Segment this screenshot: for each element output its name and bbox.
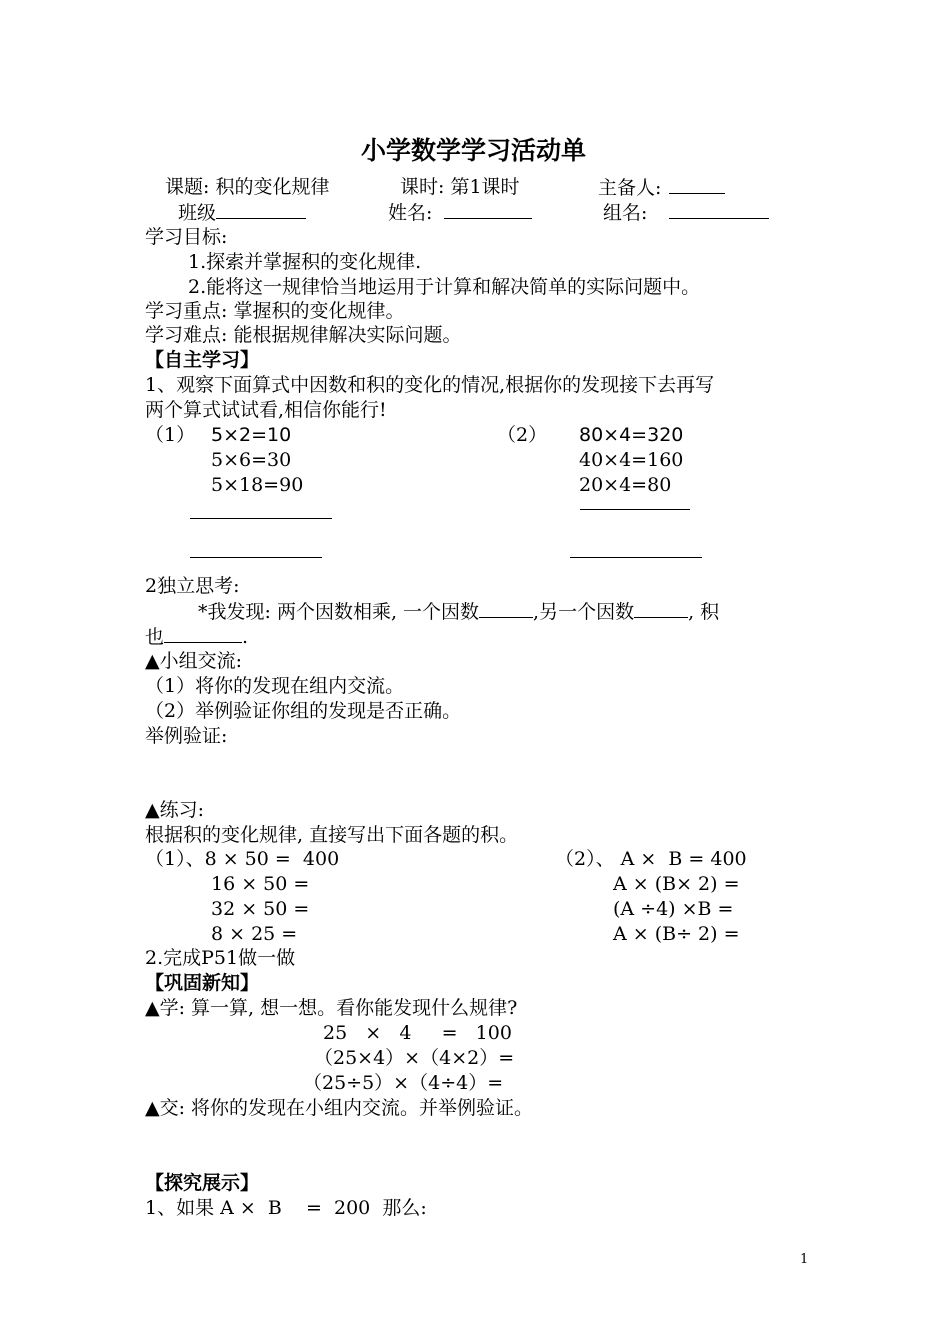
- class-blank[interactable]: [216, 200, 306, 219]
- practice-right: （2）、 A × B = 400: [555, 848, 747, 870]
- answer-line[interactable]: [190, 557, 322, 558]
- think-text: *我发现: 两个因数相乘, 一个因数: [198, 601, 480, 623]
- answer-line[interactable]: [570, 557, 702, 558]
- goal-item: 2.能将这一规律恰当地运用于计算和解决简单的实际问题中。: [188, 276, 701, 298]
- consolidate-equation: （25÷5）×（4÷4）=: [303, 1072, 504, 1094]
- think-text: 也: [145, 626, 165, 648]
- practice-right: (A ÷4) ×B =: [613, 898, 734, 920]
- verify-label: 举例验证:: [145, 725, 228, 747]
- think-blank[interactable]: [479, 599, 533, 618]
- period-label: 课时: 第1课时: [400, 176, 520, 198]
- difficulty-text: 学习难点: 能根据规律解决实际问题。: [145, 324, 462, 346]
- class-text: 班级: [178, 202, 217, 224]
- page-title: 小学数学学习活动单: [361, 136, 587, 165]
- practice-left: 32 × 50 =: [211, 898, 310, 920]
- group-blank[interactable]: [669, 200, 769, 219]
- think-line: [145, 624, 248, 650]
- consolidate-equation: 25 × 4 = 100: [323, 1022, 512, 1044]
- group-item: （1）将你的发现在组内交流。: [145, 675, 405, 697]
- q1-text: 两个算式试试看,相信你能行!: [145, 399, 387, 421]
- practice-left: （1）、8 × 50 = 400: [145, 848, 340, 870]
- answer-line[interactable]: [580, 509, 690, 510]
- explore-heading: 【探究展示】: [145, 1172, 260, 1194]
- group2-equation: 20×4=80: [579, 474, 672, 496]
- practice-instruction: 根据积的变化规律, 直接写出下面各题的积。: [145, 824, 519, 846]
- p51-text: 2.完成P51做一做: [145, 947, 296, 969]
- group1-equation: 5×2=10: [211, 424, 292, 446]
- think-line: [198, 599, 719, 625]
- name-blank[interactable]: [444, 200, 532, 219]
- explore-question: 1、如果 A × B = 200 那么:: [145, 1197, 427, 1219]
- consolidate-equation: （25×4）×（4×2）=: [314, 1047, 515, 1069]
- self-study-heading: 【自主学习】: [145, 349, 260, 371]
- learn-text: ▲学: 算一算, 想一想。看你能发现什么规律?: [145, 997, 518, 1019]
- think-text: ,另一个因数: [533, 601, 635, 623]
- group-exchange-heading: ▲小组交流:: [145, 650, 243, 672]
- group-label: [603, 200, 769, 226]
- think-heading: 2独立思考:: [145, 575, 240, 597]
- think-text: .: [242, 626, 249, 648]
- think-text: , 积: [688, 601, 720, 623]
- group2-label: （2）: [497, 424, 548, 446]
- think-blank[interactable]: [164, 624, 242, 643]
- class-label: [178, 200, 306, 226]
- answer-line[interactable]: [190, 518, 332, 519]
- preparer-label: [598, 175, 725, 201]
- focus-text: 学习重点: 掌握积的变化规律。: [145, 300, 405, 322]
- consolidate-heading: 【巩固新知】: [145, 972, 260, 994]
- goals-heading: 学习目标:: [145, 226, 228, 248]
- page-number: 1: [800, 1252, 809, 1267]
- practice-heading: ▲练习:: [145, 799, 205, 821]
- group1-equation: 5×18=90: [211, 474, 304, 496]
- practice-left: 8 × 25 =: [211, 923, 298, 945]
- exchange-text: ▲交: 将你的发现在小组内交流。并举例验证。: [145, 1097, 534, 1119]
- think-blank[interactable]: [634, 599, 688, 618]
- preparer-blank[interactable]: [669, 175, 725, 194]
- name-text: 姓名:: [388, 202, 433, 224]
- practice-left: 16 × 50 =: [211, 873, 310, 895]
- practice-right: A × (B× 2) =: [613, 873, 740, 895]
- practice-right: A × (B÷ 2) =: [613, 923, 740, 945]
- group-text: 组名:: [603, 202, 648, 224]
- topic-label: 课题: 积的变化规律: [165, 176, 330, 198]
- group-item: （2）举例验证你组的发现是否正确。: [145, 700, 462, 722]
- goal-item: 1.探索并掌握积的变化规律.: [188, 251, 422, 273]
- group2-equation: 80×4=320: [579, 424, 684, 446]
- group1-equation: 5×6=30: [211, 449, 292, 471]
- group1-label: （1）: [145, 424, 196, 446]
- q1-text: 1、观察下面算式中因数和积的变化的情况,根据你的发现接下去再写: [145, 374, 715, 396]
- preparer-text: 主备人:: [598, 177, 662, 199]
- group2-equation: 40×4=160: [579, 449, 684, 471]
- name-label: [388, 200, 532, 226]
